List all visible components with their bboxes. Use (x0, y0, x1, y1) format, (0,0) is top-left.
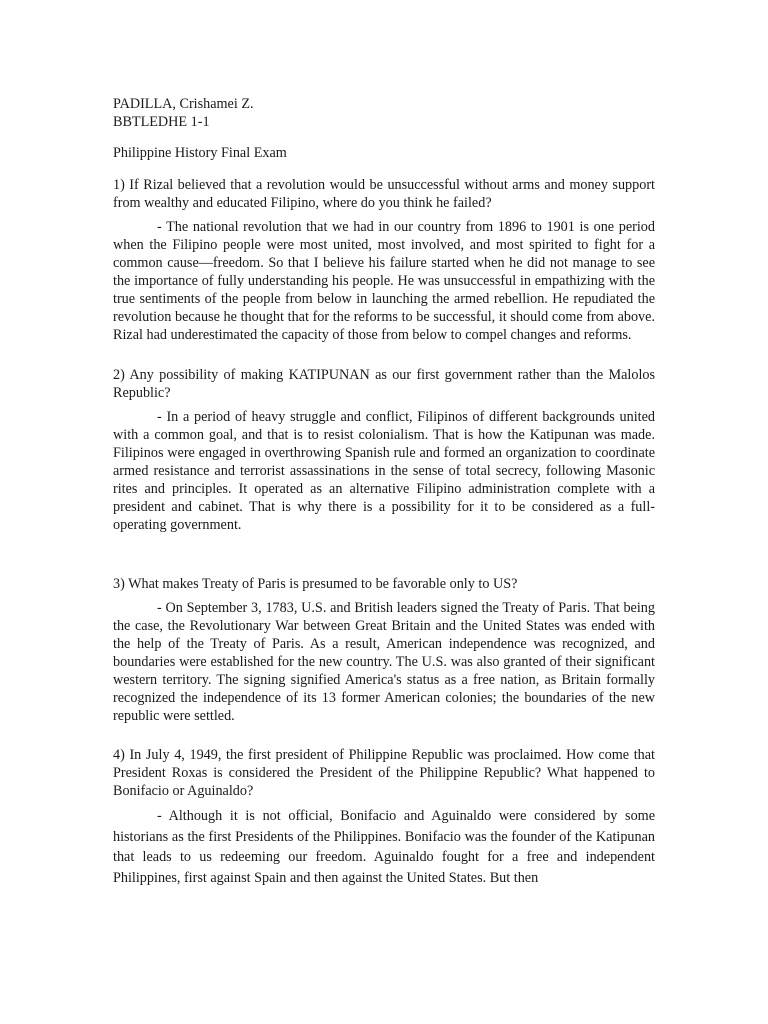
question-3: 3) What makes Treaty of Paris is presumed to be favorable only to US? (113, 576, 518, 592)
answer-4: - Although it is not official, Bonifacio and Aguinaldo were considered by some historians as the first Presidents of the Philippines. Bonifacio was the founder of the Katipunan that leads to us redeeming our freedom. Aguinaldo fought for a free and independent Philippines, first against Spain and then against the United States. But then (113, 808, 655, 886)
exam-title: Philippine History Final Exam (113, 145, 287, 161)
question-1: 1) If Rizal believed that a revolution would be unsuccessful without arms and money support from wealthy and educated Filipino, where do you think he failed? (113, 177, 655, 211)
answer-2: - In a period of heavy struggle and conflict, Filipinos of different backgrounds united with a common goal, and that is to resist colonialism. That is how the Katipunan was made. Filipinos were engaged in overthrowing Spanish rule and formed an organization to coordinate armed resistance and terrorist assassinations in the sense of total secrecy, following Masonic rites and principles. It operated as an alternative Filipino administration complete with a president and cabinet. That is why there is a possibility for it to be considered as a full-operating government. (113, 409, 655, 533)
course-section: BBTLEDHE 1-1 (113, 114, 210, 130)
question-2: 2) Any possibility of making KATIPUNAN as our first government rather than the Malolos Republic? (113, 367, 655, 401)
answer-1: - The national revolution that we had in our country from 1896 to 1901 is one period when the Filipino people were most united, most involved, and most spirited to fight for a common cause—freedom. So that I believe his failure started when he did not manage to see the importance of fully understanding his people. He was unsuccessful in empathizing with the true sentiments of the people from below in launching the armed rebellion. He repudiated the revolution because he thought that for the reforms to be successful, it should come from above. Rizal had underestimated the capacity of those from below to compel changes and reforms. (113, 219, 655, 343)
question-4: 4) In July 4, 1949, the first president of Philippine Republic was proclaimed. How come that President Roxas is considered the President of the Philippine Republic? What happened to Bonifacio or Aguinaldo? (113, 747, 655, 799)
document-page (113, 95, 655, 888)
answer-3: - On September 3, 1783, U.S. and British leaders signed the Treaty of Paris. That being the case, the Revolutionary War between Great Britain and the United States was ended with the help of the Treaty of Paris. As a result, American independence was recognized, and boundaries were established for the new country. The U.S. was also granted of their significant western territory. The signing signified America's status as a free nation, as Britain formally recognized the independence of its 13 former American colonies; the boundaries of the new republic were settled. (113, 600, 655, 724)
student-name: PADILLA, Crishamei Z. (113, 96, 254, 112)
